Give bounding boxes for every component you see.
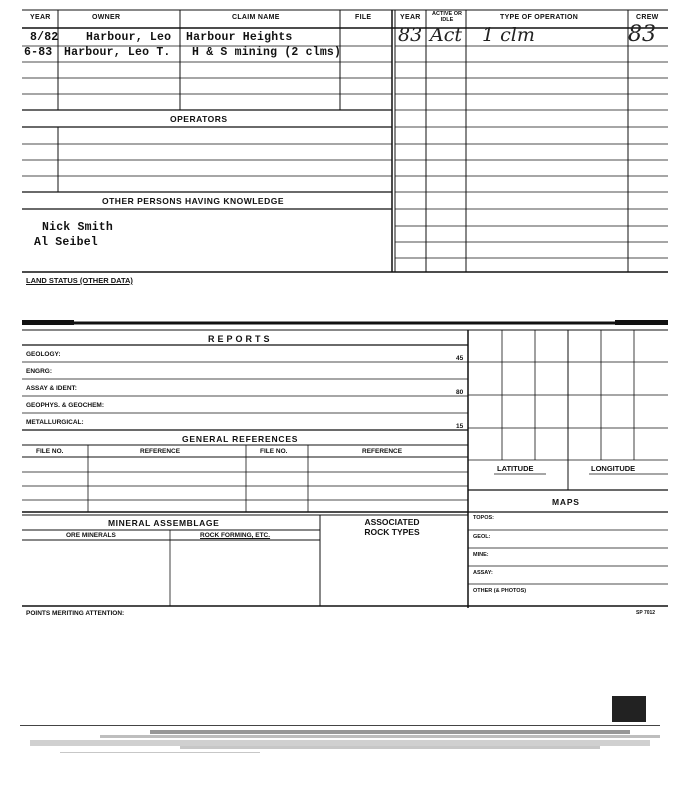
col-header-claim-name: CLAIM NAME <box>232 14 280 21</box>
knowledge-person-1: Nick Smith <box>42 221 114 234</box>
activity-row-1-active: Act <box>430 24 462 46</box>
activity-row-1-crew: 83 <box>628 22 656 47</box>
longitude-label: LONGITUDE <box>591 464 636 473</box>
rock-forming-label: ROCK FORMING, ETC. <box>200 532 271 539</box>
knowledge-person-2: Al Seibel <box>34 236 98 249</box>
report-geophys-label: GEOPHYS. & GEOCHEM: <box>26 402 105 409</box>
col-header-owner: OWNER <box>92 14 121 21</box>
ref-col-reference-2: REFERENCE <box>362 448 403 455</box>
report-assay-label: ASSAY & IDENT: <box>26 385 77 392</box>
report-metallurgical-label: METALLURGICAL: <box>26 419 84 426</box>
knowledge-title: OTHER PERSONS HAVING KNOWLEDGE <box>102 196 285 206</box>
claim-row-1-owner: Harbour, Leo <box>86 31 172 44</box>
general-references-title: GENERAL REFERENCES <box>182 434 299 444</box>
activity-header-active: ACTIVE OR IDLE <box>432 11 462 23</box>
mineral-assemblage-title: MINERAL ASSEMBLAGE <box>108 518 220 528</box>
activity-header-type: TYPE OF OPERATION <box>500 14 579 21</box>
claim-row-2-claim: H & S mining (2 clms) <box>192 46 342 59</box>
associated-rock-types-label: ASSOCIATED ROCK TYPES <box>364 517 420 537</box>
report-geology-num: 45 <box>456 355 464 362</box>
col-header-file: FILE <box>355 14 372 21</box>
activity-row-1-type: 1 clm <box>482 24 535 46</box>
report-geology-label: GEOLOGY: <box>26 351 61 358</box>
form-number: SP 7012 <box>636 610 656 616</box>
claim-row-1-claim: Harbour Heights <box>186 31 293 44</box>
report-engrg-label: ENGRG: <box>26 368 52 375</box>
col-header-year: YEAR <box>30 14 51 21</box>
activity-header-year: YEAR <box>400 14 421 21</box>
reports-title: REPORTS <box>208 334 273 344</box>
points-meriting-attention-label: POINTS MERITING ATTENTION: <box>26 610 125 617</box>
maps-assay-label: ASSAY: <box>473 570 493 576</box>
latitude-label: LATITUDE <box>497 464 534 473</box>
ref-col-reference-1: REFERENCE <box>140 448 181 455</box>
claim-row-2-year: 6-83 <box>24 46 53 59</box>
report-assay-num: 80 <box>456 389 464 396</box>
land-status-label: LAND STATUS (OTHER DATA) <box>26 276 133 285</box>
maps-topos-label: TOPOS: <box>473 515 494 521</box>
claim-row-2-owner: Harbour, Leo T. <box>64 46 171 59</box>
activity-row-1-year: 83 <box>398 24 423 46</box>
maps-other-label: OTHER (& PHOTOS) <box>473 588 527 594</box>
activity-header-crew: CREW <box>636 14 659 21</box>
scan-block <box>612 696 646 722</box>
ref-col-file-no-1: FILE NO. <box>36 448 64 455</box>
claim-row-1-year: 8/82 <box>30 31 59 44</box>
maps-mine-label: MINE: <box>473 552 489 558</box>
operators-title: OPERATORS <box>170 114 228 124</box>
report-metallurgical-num: 15 <box>456 423 464 430</box>
maps-title: MAPS <box>552 497 580 507</box>
ore-minerals-label: ORE MINERALS <box>66 532 116 539</box>
maps-geol-label: GEOL: <box>473 534 491 540</box>
ref-col-file-no-2: FILE NO. <box>260 448 288 455</box>
